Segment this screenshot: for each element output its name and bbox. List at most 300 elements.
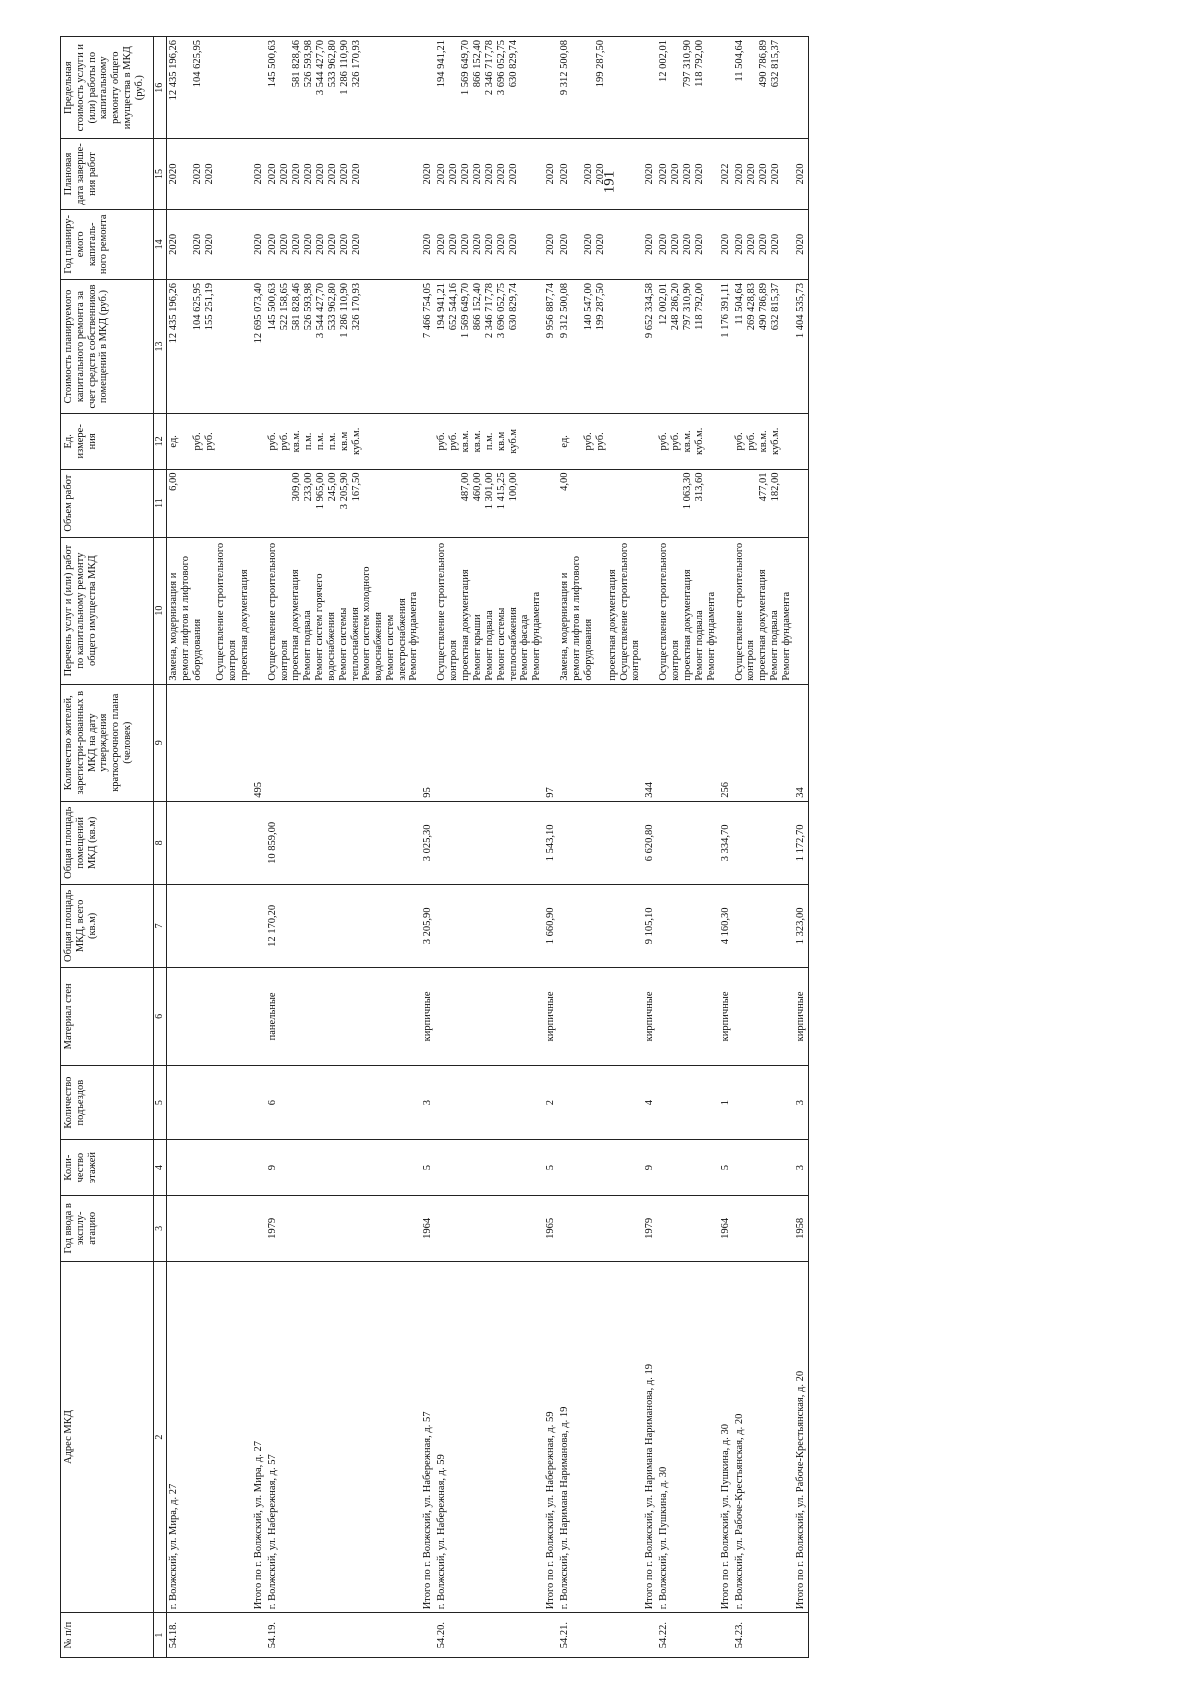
cell-line: 1 286 110,90	[338, 40, 350, 95]
cell-year	[558, 1195, 643, 1261]
cell-people: 95	[421, 684, 435, 801]
cell-line: 1 415,25	[496, 472, 508, 510]
cell-end-date	[167, 139, 252, 209]
cell-line: 2020	[204, 233, 215, 255]
cell-line: кв.м.	[472, 430, 484, 453]
cell-line: 2020	[338, 233, 350, 255]
cell-volume	[558, 469, 643, 537]
cell-line: 2020	[314, 163, 326, 185]
cell-line: 4,00	[559, 472, 571, 491]
cell-line: п.м.	[302, 432, 314, 451]
cell-area: 3 025,30	[421, 801, 435, 884]
cell-end-date	[544, 139, 558, 209]
cell-num	[421, 1613, 435, 1658]
cell-line: 2020	[192, 233, 203, 255]
cell-line: 2020	[168, 163, 179, 185]
cell-volume	[657, 469, 719, 537]
cell-cost	[435, 279, 544, 413]
cell-line: 155 251,19	[204, 282, 215, 331]
cell-line: 2020	[658, 163, 669, 185]
cell-line: 632 815,37	[769, 40, 781, 88]
cell-floors: 5	[719, 1140, 733, 1195]
cell-line: Ремонт подвала	[302, 610, 314, 681]
cell-entr	[435, 1065, 544, 1140]
cell-total-area: 9 105,10	[643, 884, 657, 967]
header-row	[61, 37, 154, 1658]
cell-works	[657, 537, 719, 684]
cell-unit	[544, 414, 558, 469]
cell-line: 2020	[266, 233, 278, 255]
cell-wall: кирпичные	[719, 967, 733, 1065]
cell-year	[252, 1195, 266, 1261]
cell-line: 3 544 427,70	[314, 40, 326, 96]
cell-line: 2020	[496, 163, 508, 185]
cell-line	[595, 473, 607, 534]
cell-line: 477,01	[757, 472, 769, 502]
cell-line: кв.м.	[290, 430, 302, 453]
cell-line: проектная документация	[238, 569, 250, 681]
cell-max-cost	[558, 37, 643, 139]
cell-line: проектная документация	[459, 569, 471, 681]
cell-floors	[435, 1140, 544, 1195]
cell-line: 199 287,50	[595, 40, 607, 88]
cell-line: 2020	[745, 233, 757, 255]
table-row	[657, 37, 719, 1658]
cell-line: Ремонт систем холодного водоснабжения	[361, 566, 384, 681]
cell-plan-year	[794, 209, 809, 279]
cell-year	[657, 1195, 719, 1261]
cell-year: 1958	[794, 1195, 809, 1261]
cell-cost	[544, 279, 558, 413]
cell-line: 2020	[644, 233, 655, 255]
column-number: 9	[154, 684, 167, 801]
column-number: 12	[154, 414, 167, 469]
cell-wall: кирпичные	[794, 967, 809, 1065]
cell-line: 2022	[719, 163, 731, 185]
cell-line: 487,00	[460, 472, 472, 502]
cell-cost	[252, 279, 266, 413]
cell-num	[719, 1613, 733, 1658]
cell-works	[794, 537, 809, 684]
cell-line: Замена, модернизация и ремонт лифтов и лифтового оборудования	[168, 556, 203, 681]
rotated-table-page	[60, 36, 1180, 1658]
cell-line: 652 544,16	[448, 282, 460, 331]
cell-line: 2020	[583, 233, 595, 255]
cell-wall: кирпичные	[544, 967, 558, 1065]
cell-plan-year	[719, 209, 733, 279]
cell-line: руб.	[733, 432, 745, 451]
cell-line	[720, 541, 732, 681]
cell-num: 54.22.	[657, 1613, 719, 1658]
cell-line	[670, 40, 682, 135]
cell-works	[167, 537, 252, 684]
cell-line: 1 569 649,70	[460, 40, 472, 96]
cell-max-cost	[733, 37, 795, 139]
cell-line: 2020	[192, 163, 203, 185]
cell-line: 533 962,80	[326, 40, 338, 88]
cell-addr: г. Волжский, ул. Наримана Нариманова, д. 19	[558, 1261, 643, 1612]
cell-line: Ремонт системы теплоснабжения	[495, 607, 519, 681]
cell-year: 1979	[643, 1195, 657, 1261]
cell-line	[795, 417, 807, 465]
cell-end-date	[421, 139, 435, 209]
cell-line: 2020	[302, 163, 314, 185]
table-row	[733, 37, 795, 1658]
cell-line: 3 696 052,75	[496, 282, 508, 339]
cell-total-area	[167, 884, 252, 967]
header-cell: Общая площадь помещений МКД (кв.м)	[61, 801, 154, 884]
cell-line: руб.	[745, 432, 757, 451]
cell-line: 2020	[252, 233, 264, 255]
cell-line: Ремонт подвала	[769, 610, 780, 681]
column-number: 15	[154, 139, 167, 209]
column-number: 11	[154, 469, 167, 537]
cell-unit	[657, 414, 719, 469]
cell-line	[279, 40, 291, 135]
cell-total-area	[558, 884, 643, 967]
cell-line: 581 828,46	[290, 282, 302, 331]
cell-volume	[435, 469, 544, 537]
cell-floors: 9	[266, 1140, 422, 1195]
cell-line	[644, 417, 656, 465]
table-row	[435, 37, 544, 1658]
cell-unit	[794, 414, 809, 469]
cell-floors: 3	[794, 1140, 809, 1195]
cell-area: 1 543,10	[544, 801, 558, 884]
cell-year	[167, 1195, 252, 1261]
cell-volume	[643, 469, 657, 537]
cell-num: 54.19.	[266, 1613, 422, 1658]
cell-addr: Итого по г. Волжский, ул. Набережная, д. 57	[421, 1261, 435, 1612]
cell-total-area	[733, 884, 795, 967]
cell-floors	[733, 1140, 795, 1195]
cell-line: п.м.	[314, 432, 326, 451]
cell-line: 313,60	[694, 472, 705, 502]
column-number-row	[154, 37, 167, 1658]
cell-people: 97	[544, 684, 558, 801]
cell-line: 630 829,74	[508, 282, 520, 331]
column-number: 7	[154, 884, 167, 967]
cell-people	[435, 684, 544, 801]
cell-wall	[167, 967, 252, 1065]
cell-addr: Итого по г. Волжский, ул. Мира, д. 27	[252, 1261, 266, 1612]
cell-total-area	[435, 884, 544, 967]
cell-line	[571, 283, 583, 410]
cell-area	[435, 801, 544, 884]
cell-end-date	[794, 139, 809, 209]
cell-line	[180, 417, 192, 465]
cell-num	[544, 1613, 558, 1658]
cell-area	[252, 801, 266, 884]
cell-plan-year	[643, 209, 657, 279]
cell-entr	[252, 1065, 266, 1140]
cell-works	[544, 537, 558, 684]
cell-line: 2020	[795, 233, 806, 255]
header-cell: Предельная стоимость услуги и (или) работы по капитальному ремонту общего имущества в МКД (руб.)	[61, 37, 154, 139]
cell-line: куб.м	[508, 428, 520, 454]
cell-entr: 2	[544, 1065, 558, 1140]
cell-area	[657, 801, 719, 884]
cell-line: руб.	[278, 432, 290, 451]
cell-line: 2020	[694, 163, 705, 185]
cell-line	[545, 473, 557, 534]
cell-line: 2020	[326, 233, 338, 255]
cell-line	[720, 40, 732, 135]
cell-line: 2020	[583, 163, 595, 185]
cell-unit	[266, 414, 422, 469]
cell-volume	[266, 469, 422, 537]
cell-unit	[719, 414, 733, 469]
table-row	[794, 37, 809, 1658]
cell-line	[644, 541, 656, 681]
cell-max-cost	[719, 37, 733, 139]
table-row	[558, 37, 643, 1658]
cell-entr	[733, 1065, 795, 1140]
cell-line: 194 941,21	[436, 40, 448, 88]
cell-cost	[558, 279, 643, 413]
cell-area: 1 172,70	[794, 801, 809, 884]
cell-line	[267, 473, 279, 534]
cell-plan-year	[435, 209, 544, 279]
cell-line: 2020	[733, 163, 745, 185]
cell-total-area: 12 170,20	[266, 884, 422, 967]
cell-volume	[719, 469, 733, 537]
cell-line: 9 312 500,08	[559, 282, 571, 339]
column-number: 13	[154, 279, 167, 413]
cell-plan-year	[558, 209, 643, 279]
header-cell: Количество жителей, зарегистри-рованных в МКД на дату утверждения краткосрочного плана (человек)	[61, 684, 154, 801]
column-number: 14	[154, 209, 167, 279]
cell-max-cost	[421, 37, 435, 139]
cell-wall: кирпичные	[421, 967, 435, 1065]
column-number: 1	[154, 1613, 167, 1658]
cell-cost	[421, 279, 435, 413]
cell-line: 2020	[484, 233, 496, 255]
cell-max-cost	[643, 37, 657, 139]
cell-line: 2020	[460, 163, 472, 185]
cell-end-date	[558, 139, 643, 209]
cell-people: 495	[252, 684, 266, 801]
cell-total-area: 3 205,90	[421, 884, 435, 967]
cell-line	[583, 473, 595, 534]
cell-line: 2020	[682, 233, 693, 255]
cell-unit	[643, 414, 657, 469]
cell-line: 2020	[472, 233, 484, 255]
table-row	[544, 37, 558, 1658]
cell-line: 182,00	[769, 472, 781, 502]
header-cell: Год ввода в эксплу-атацию	[61, 1195, 154, 1261]
cell-plan-year	[266, 209, 422, 279]
cell-people	[558, 684, 643, 801]
cell-entr	[657, 1065, 719, 1140]
cell-line: 12 435 196,26	[168, 282, 179, 344]
header-cell: Общая площадь МКД, всего (кв.м)	[61, 884, 154, 967]
cell-line: 7 466 754,05	[422, 282, 434, 339]
cell-addr: Итого по г. Волжский, ул. Пушкина, д. 30	[719, 1261, 733, 1612]
cell-line	[422, 541, 434, 681]
cell-line: проектная документация	[606, 569, 618, 681]
cell-year	[435, 1195, 544, 1261]
cell-line: 248 286,20	[670, 282, 681, 331]
column-number: 4	[154, 1140, 167, 1195]
cell-line: 2020	[559, 233, 571, 255]
cell-people: 256	[719, 684, 733, 801]
cell-line	[436, 473, 448, 534]
cell-line: 2020	[460, 233, 472, 255]
cell-line: 326 170,93	[350, 40, 362, 88]
cell-wall	[733, 967, 795, 1065]
cell-line: 9 312 500,08	[559, 40, 571, 96]
cell-line	[422, 473, 434, 534]
cell-line: 3 696 052,75	[496, 40, 508, 96]
cell-line	[795, 541, 807, 681]
cell-end-date	[435, 139, 544, 209]
cell-line	[192, 473, 204, 534]
cell-end-date	[643, 139, 657, 209]
cell-line	[204, 473, 216, 534]
cell-line: 2020	[559, 163, 571, 185]
cell-line: кв.м.	[460, 430, 472, 453]
cell-line: Ремонт систем электроснабжения	[384, 598, 408, 681]
cell-people	[167, 684, 252, 801]
cell-works	[558, 537, 643, 684]
cell-people: 344	[643, 684, 657, 801]
cell-line: 2020	[733, 233, 745, 255]
header-cell: Плановая дата заверше-ния работ	[61, 139, 154, 209]
cell-people: 34	[794, 684, 809, 801]
cell-max-cost	[167, 37, 252, 139]
cell-addr: г. Волжский, ул. Пушкина, д. 30	[657, 1261, 719, 1612]
cell-line: 1 063,30	[682, 472, 693, 510]
cell-line: Осуществление строительного контроля	[618, 542, 642, 681]
cell-works	[252, 537, 266, 684]
cell-line: руб.	[583, 432, 595, 451]
cell-line: 2020	[757, 163, 769, 185]
cell-total-area	[252, 884, 266, 967]
cell-line: Ремонт фундамента	[408, 591, 420, 681]
cell-line: 2020	[422, 163, 434, 185]
cell-line: ед.	[168, 435, 179, 448]
cell-area	[558, 801, 643, 884]
cell-line: 2020	[436, 233, 448, 255]
cell-floors: 5	[544, 1140, 558, 1195]
cell-volume	[733, 469, 795, 537]
column-number: 3	[154, 1195, 167, 1261]
cell-line: Осуществление строительного контроля	[436, 542, 459, 681]
cell-line: 2020	[670, 233, 681, 255]
cell-people	[733, 684, 795, 801]
cell-line	[795, 473, 807, 534]
column-number: 16	[154, 37, 167, 139]
cell-line: 233,00	[302, 472, 314, 502]
cell-year: 1979	[266, 1195, 422, 1261]
cell-volume	[252, 469, 266, 537]
cell-unit	[435, 414, 544, 469]
cell-line: 9 956 887,74	[545, 282, 557, 339]
cell-floors: 9	[643, 1140, 657, 1195]
cell-line	[253, 541, 265, 681]
cell-line: проектная документация	[290, 569, 302, 681]
cell-plan-year	[657, 209, 719, 279]
cell-line: 490 786,89	[757, 40, 769, 88]
cell-line	[571, 40, 583, 135]
cell-line: Осуществление строительного контроля	[215, 542, 238, 681]
cell-unit	[733, 414, 795, 469]
table-row	[266, 37, 422, 1658]
cell-wall	[252, 967, 266, 1065]
header-cell: Год планиру-емого капиталь-ного ремонта	[61, 209, 154, 279]
cell-line: куб.м.	[694, 427, 705, 455]
cell-line: руб.	[448, 432, 460, 451]
cell-area: 10 859,00	[266, 801, 422, 884]
table-body	[167, 37, 809, 1658]
cell-line: 145 500,63	[266, 40, 278, 88]
capital-repair-table	[60, 36, 809, 1658]
page-number: 191	[601, 170, 618, 194]
cell-line: 9 652 334,58	[644, 282, 655, 339]
cell-line	[204, 40, 216, 135]
cell-line: 6,00	[168, 472, 179, 491]
cell-year	[733, 1195, 795, 1261]
cell-entr	[167, 1065, 252, 1140]
cell-line: 2020	[252, 163, 264, 185]
cell-addr: г. Волжский, ул. Рабоче-Крестьянская, д. 20	[733, 1261, 795, 1612]
cell-line: руб.	[192, 432, 203, 451]
cell-line: руб.	[595, 432, 607, 451]
cell-line: 490 786,89	[757, 282, 769, 331]
cell-line: 1 965,00	[314, 472, 326, 510]
cell-line	[545, 417, 557, 465]
cell-line: Ремонт системы теплоснабжения	[337, 607, 361, 681]
cell-line: 12 002,01	[658, 282, 669, 325]
header-cell: Материал стен	[61, 967, 154, 1065]
cell-line: руб.	[266, 432, 278, 451]
cell-line	[180, 40, 192, 135]
cell-line: руб.	[436, 432, 448, 451]
header-cell: Объем работ	[61, 469, 154, 537]
cell-line	[583, 40, 595, 135]
cell-line	[203, 541, 215, 681]
cell-total-area	[657, 884, 719, 967]
cell-entr: 1	[719, 1065, 733, 1140]
cell-line: 194 941,21	[436, 282, 448, 331]
cell-line: 2020	[302, 233, 314, 255]
cell-line	[746, 40, 758, 135]
cell-people	[657, 684, 719, 801]
cell-line: 2020	[670, 163, 681, 185]
cell-line: 2020	[338, 163, 350, 185]
cell-line: 1 176 391,11	[719, 282, 731, 338]
cell-end-date	[252, 139, 266, 209]
cell-entr: 4	[643, 1065, 657, 1140]
cell-floors	[252, 1140, 266, 1195]
header-cell: Ед. измере-ния	[61, 414, 154, 469]
cell-volume	[167, 469, 252, 537]
cell-wall	[657, 967, 719, 1065]
cell-cost	[794, 279, 809, 413]
cell-cost	[657, 279, 719, 413]
cell-total-area: 1 323,00	[794, 884, 809, 967]
cell-plan-year	[544, 209, 558, 279]
cell-num: 54.21.	[558, 1613, 643, 1658]
cell-line: 1 569 649,70	[460, 282, 472, 339]
header-cell: Перечень услуг и (или) работ по капитальному ремонту общего имущества МКД	[61, 537, 154, 684]
cell-total-area: 1 660,90	[544, 884, 558, 967]
cell-max-cost	[544, 37, 558, 139]
cell-line: кв.м.	[757, 430, 769, 453]
cell-num	[794, 1613, 809, 1658]
cell-line: 2020	[595, 163, 607, 185]
